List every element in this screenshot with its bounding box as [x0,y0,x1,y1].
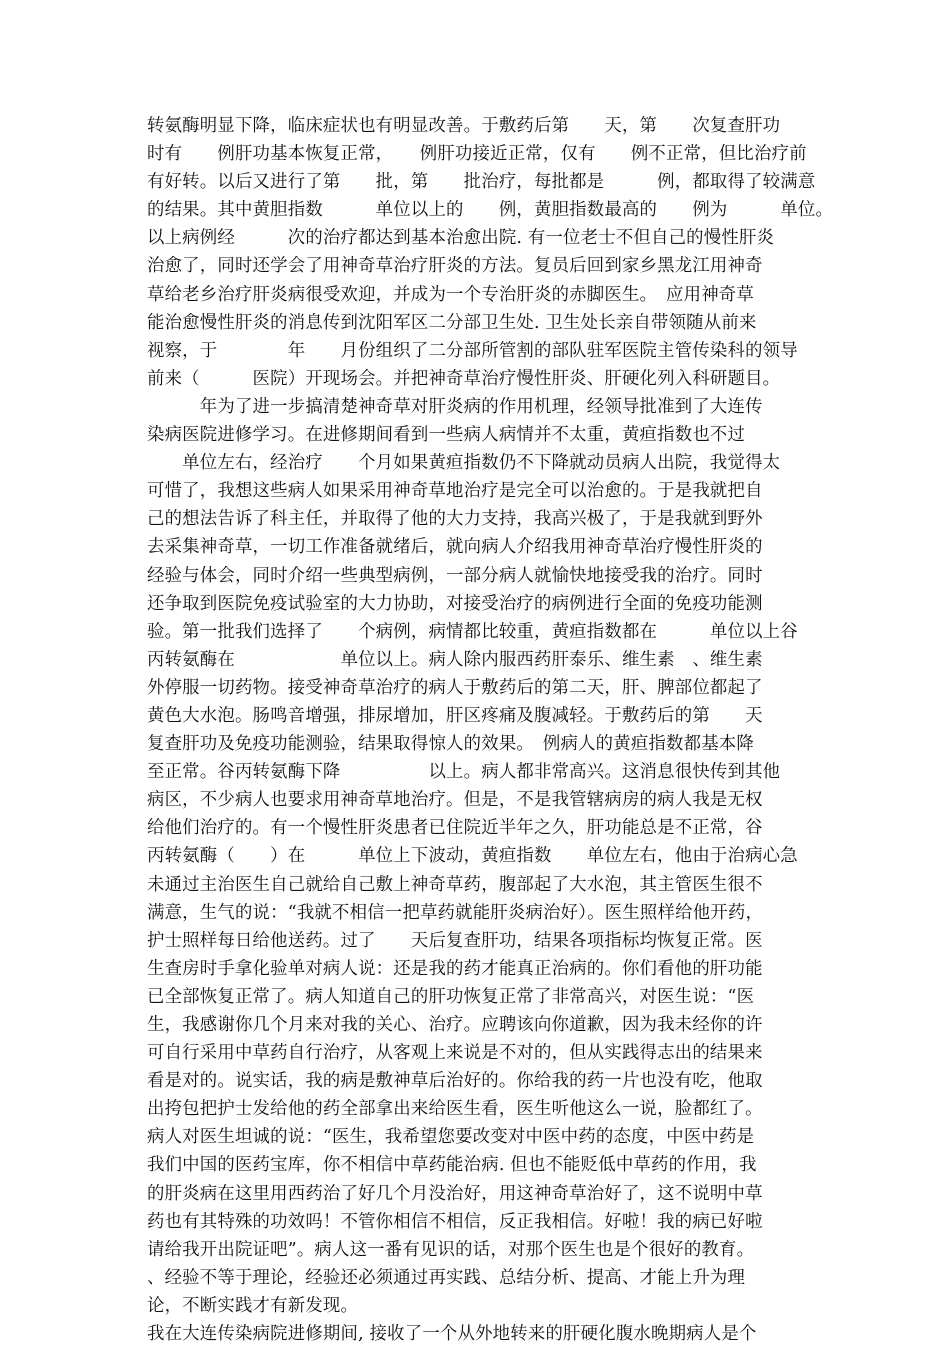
text-line: 丙转氨酶在 单位以上。病人除内服西药肝泰乐、维生素 、维生素 [147,649,763,670]
text-line: 看是对的。说实话，我的病是敷神草后治好的。你给我的药一片也没有吃，他取 [147,1071,763,1092]
text-line: 药也有其特殊的功效吗！不管你相信不相信，反正我相信。好啦！我的病已好啦 [147,1211,763,1232]
text-line: 生查房时手拿化验单对病人说：还是我的药才能真正治病的。你们看他的肝功能 [147,958,763,979]
text-line: 已全部恢复正常了。病人知道自己的肝功恢复正常了非常高兴，对医生说：“医 [147,986,755,1007]
text-line: 单位左右，经治疗 个月如果黄疸指数仍不下降就动员病人出院，我觉得太 [147,453,781,474]
text-line: 可惜了，我想这些病人如果采用神奇草地治疗是完全可以治愈的。于是我就把自 [147,481,763,502]
text-line: 治愈了，同时还学会了用神奇草治疗肝炎的方法。复员后回到家乡黑龙江用神奇 [147,256,763,277]
text-line: 有好转。以后又进行了第 批，第 批治疗，每批都是 例，都取得了较满意 [147,172,816,193]
text-line: 经验与体会，同时介绍一些典型病例，一部分病人就愉快地接受我的治疗。同时 [147,565,763,586]
text-line: 未通过主治医生自己就给自己敷上神奇草药，腹部起了大水泡，其主管医生很不 [147,874,763,895]
body-text [147,112,834,1348]
text-line: 以上病例经 次的治疗都达到基本治愈出院. 有一位老士不但自己的慢性肝炎 [147,228,775,249]
text-line: 满意，生气的说：“我就不相信一把草药就能肝炎病治好）。医生照样给他开药， [147,902,764,923]
text-line: 的肝炎病在这里用西药治了好几个月没治好，用这神奇草治好了，这不说明中草 [147,1183,763,1204]
text-line: 病区，不少病人也要求用神奇草地治疗。但是，不是我管辖病房的病人我是无权 [147,790,763,811]
text-line: 还争取到医院免疫试验室的大力协助，对接受治疗的病例进行全面的免疫功能测 [147,593,763,614]
text-line: 丙转氨酶（ ）在 单位上下波动，黄疸指数 单位左右，他由于治病心急 [147,846,798,867]
text-line: 复查肝功及免疫功能测验，结果取得惊人的效果。 例病人的黄疸指数都基本降 [147,734,754,755]
text-line: 视察，于 年 月份组织了二分部所管割的部队驻军医院主管传染科的领导 [147,340,798,361]
text-line: 护士照样每日给他送药。过了 天后复查肝功，结果各项指标均恢复正常。医 [147,930,763,951]
text-line: 转氨酶明显下降，临床症状也有明显改善。于敷药后第 天，第 次复查肝功 [147,116,781,136]
text-line: 病人对医生坦诚的说：“医生，我希望您要改变对中医中药的态度，中医中药是 [147,1127,755,1148]
text-line: 至正常。谷丙转氨酶下降 以上。病人都非常高兴。这消息很快传到其他 [147,762,781,783]
text-line: 出挎包把护士发给他的药全部拿出来给医生看，医生听他这么一说，脸都红了。 [147,1099,763,1120]
text-line: 可自行采用中草药自行治疗，从客观上来说是不对的，但从实践得志出的结果来 [147,1043,763,1064]
text-line: 给他们治疗的。有一个慢性肝炎患者已住院近半年之久，肝功能总是不正常，谷 [147,818,763,839]
text-line: 请给我开出院证吧”。病人这一番有见识的话，对那个医生也是个很好的教育。 [147,1239,755,1260]
text-line: 验。第一批我们选择了 个病例，病情都比较重，黄疸指数都在 单位以上谷 [147,621,798,642]
text-line: 时有 例肝功基本恢复正常， 例肝功接近正常，仅有 例不正常，但比治疗前 [147,144,807,165]
text-line: 草给老乡治疗肝炎病很受欢迎，并成为一个专治肝炎的赤脚医生。 应用神奇草 [147,284,754,305]
text-line: 生，我感谢你几个月来对我的关心、治疗。应聘该向你道歉，因为我未经你的许 [147,1015,763,1035]
text-line: 我们中国的医药宝库，你不相信中草药能治病. 但也不能贬低中草药的作用，我 [147,1155,757,1176]
text-line: 染病医院进修学习。在进修期间看到一些病人病情并不太重，黄疸指数也不过 [147,425,746,446]
text-line: 外停服一切药物。接受神奇草治疗的病人于敷药后的第二天，肝、脾部位都起了 [147,677,763,698]
text-line: 黄色大水泡。肠鸣音增强，排尿增加，肝区疼痛及腹减轻。于敷药后的第 天 [147,705,763,726]
text-line: 能治愈慢性肝炎的消息传到沈阳军区二分部卫生处. 卫生处长亲自带领随从前来 [147,312,757,333]
text-line: 论，不断实践才有新发现。 [147,1295,359,1316]
text-line: 、经验不等于理论，经验还必须通过再实践、总结分析、提高、才能上升为理 [147,1267,746,1288]
text-line: 的结果。其中黄胆指数 单位以上的 例，黄胆指数最高的 例为 单位。 [147,200,834,221]
text-line: 我在大连传染病院进修期间, 接收了一个从外地转来的肝硬化腹水晚期病人是个 [147,1324,757,1345]
text-line: 己的想法告诉了科主任，并取得了他的大力支持，我高兴极了，于是我就到野外 [147,509,763,530]
text-line: 去采集神奇草，一切工作准备就绪后，就向病人介绍我用神奇草治疗慢性肝炎的 [147,537,763,558]
text-line: 年为了进一步搞清楚神奇草对肝炎病的作用机理，经领导批准到了大连传 [147,396,763,417]
text-line: 前来（ 医院）开现场会。并把神奇草治疗慢性肝炎、肝硬化列入科研题目。 [147,368,781,389]
